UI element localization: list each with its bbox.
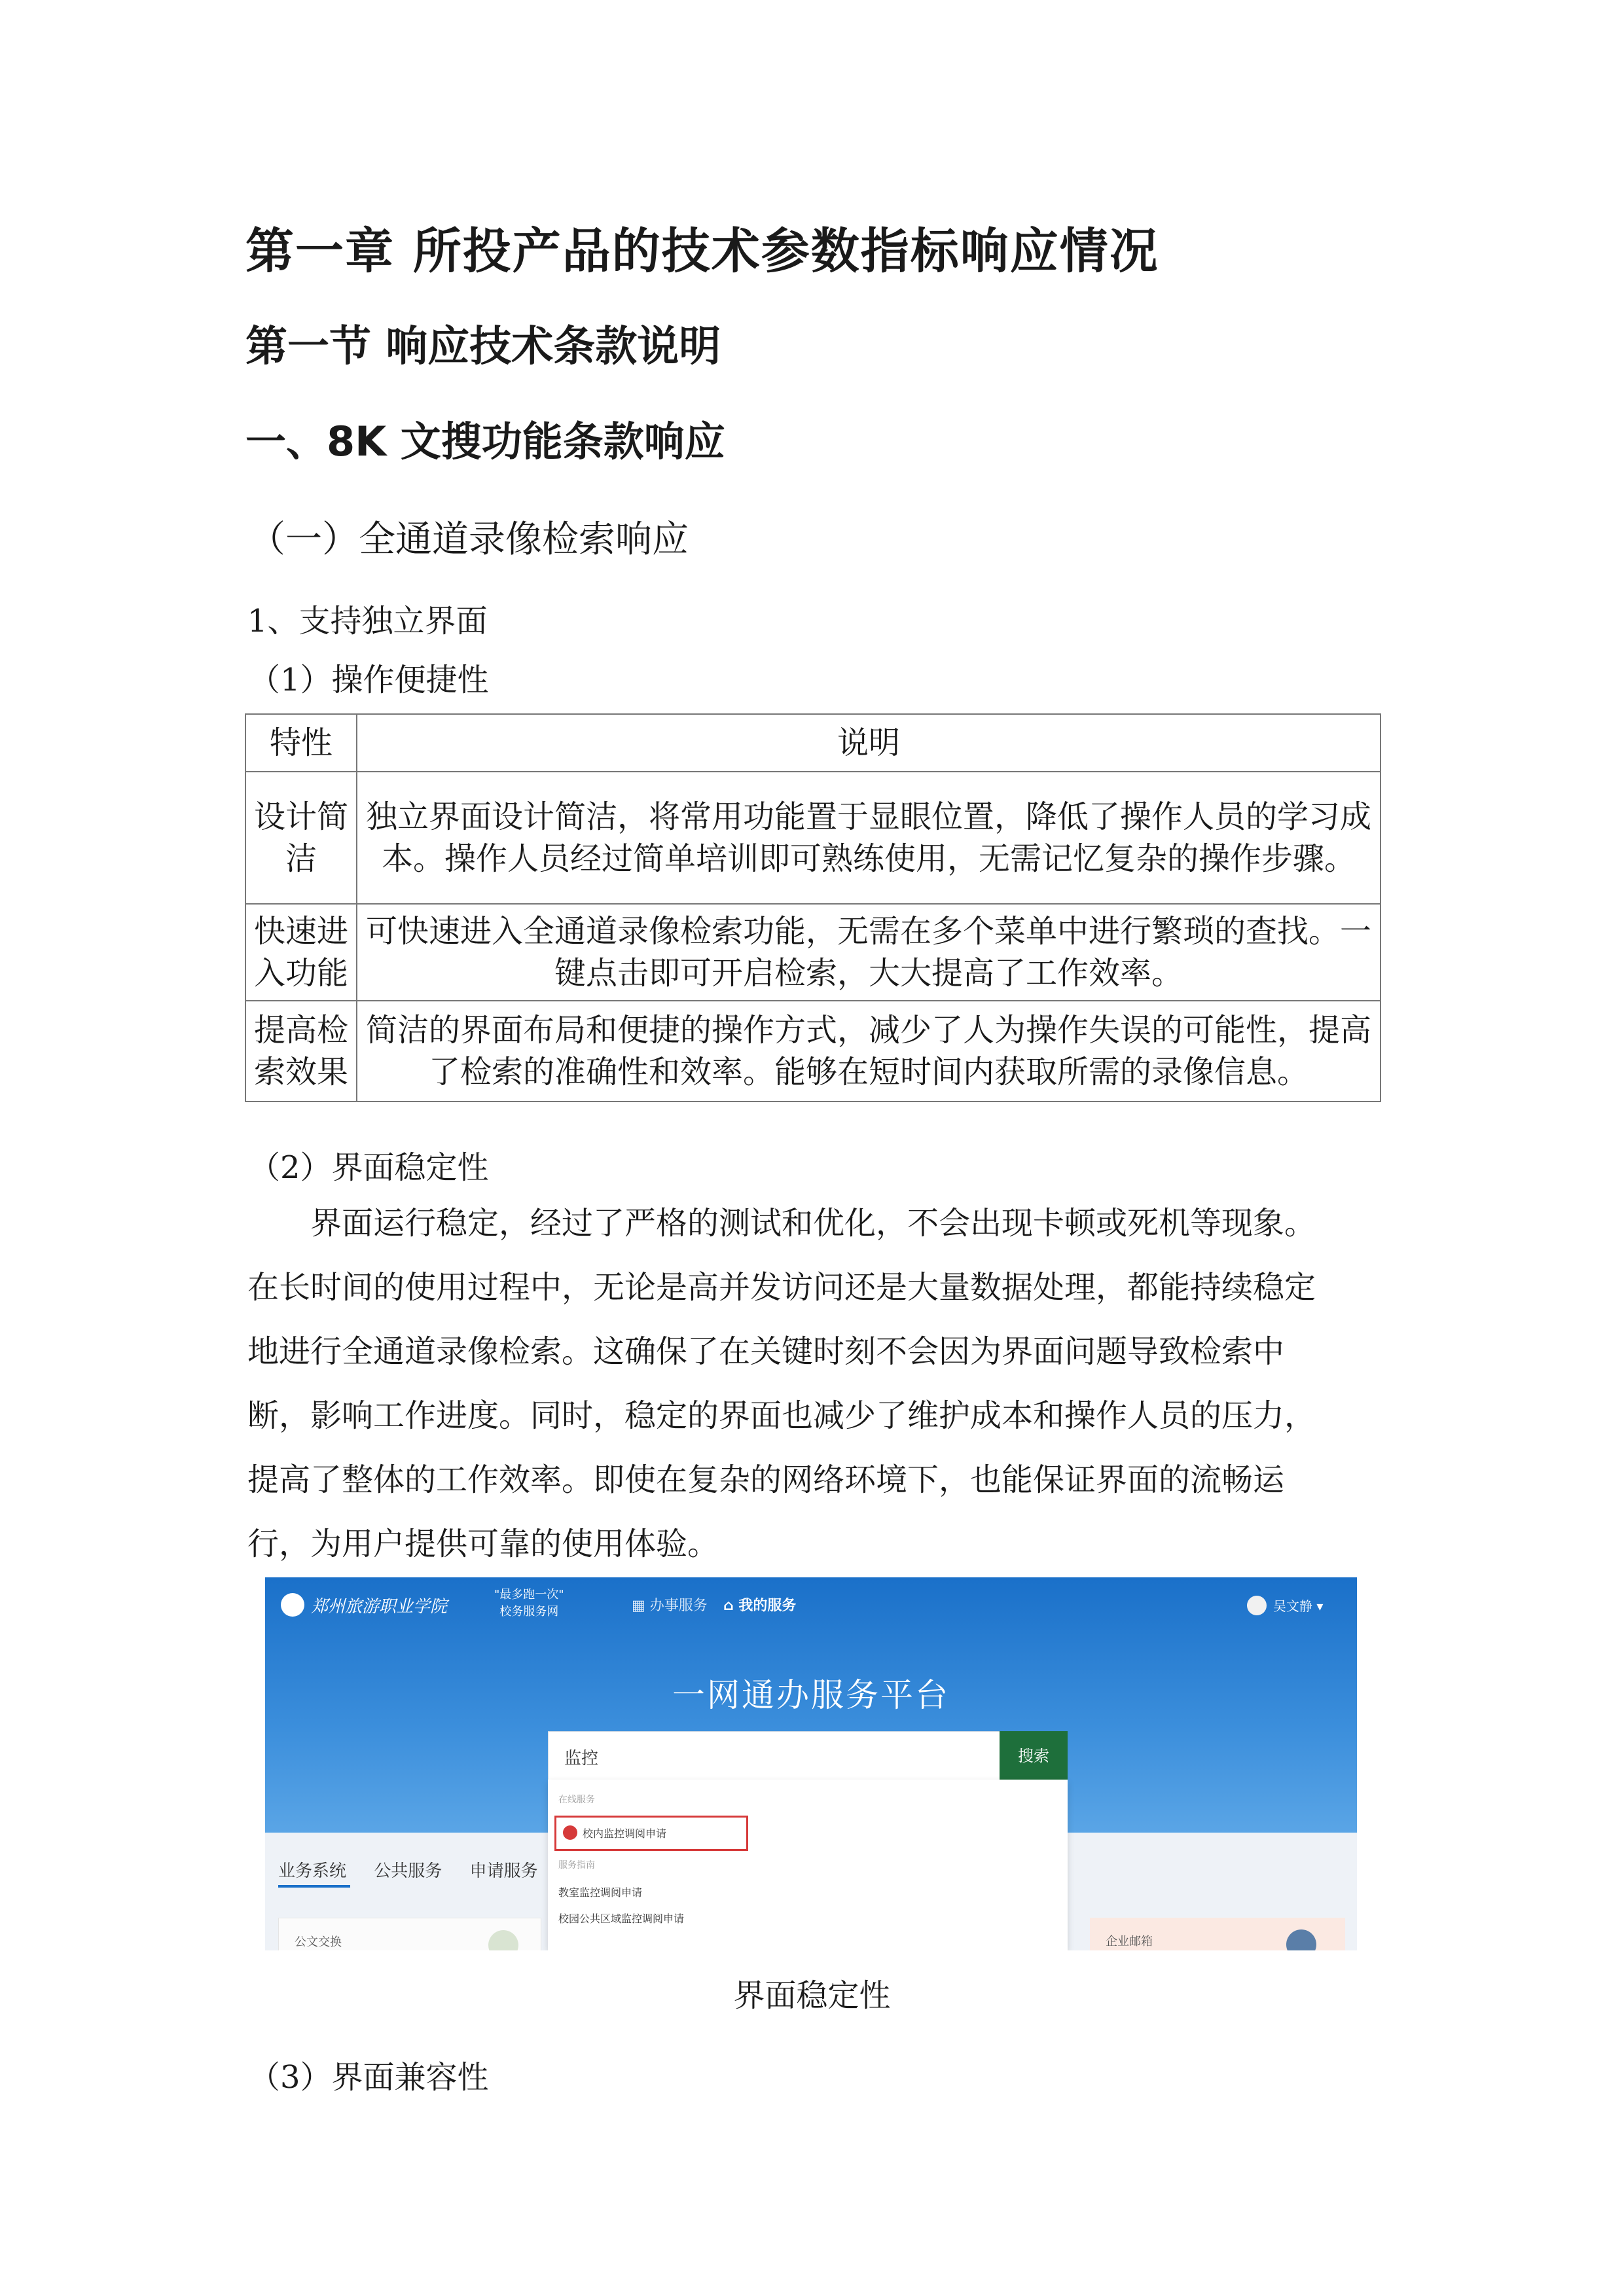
user-menu[interactable]: 吴文静 ▾ (1273, 1598, 1324, 1614)
card-right-label: 企业邮箱 (1106, 1935, 1153, 1948)
dd-guide-item-1[interactable]: 教室监控调阅申请 (558, 1886, 643, 1899)
figure-caption: 界面稳定性 (733, 1977, 891, 2014)
table-cell-desc: 简洁的界面布局和便捷的操作方式，减少了人为操作失误的可能性，提高了检索的准确性和效率。能够在短时间内获取所需的录像信息。 (357, 1001, 1380, 1102)
table-cell-feature: 提高检索效果 (245, 1001, 357, 1102)
table-row (245, 772, 1380, 904)
paragraph-line: 断，影响工作进度。同时，稳定的界面也减少了维护成本和操作人员的压力， (247, 1397, 1316, 1434)
paragraph-line: 行，为用户提供可靠的使用体验。 (247, 1526, 719, 1562)
mail-icon (1286, 1929, 1316, 1950)
paragraph-line: 提高了整体的工作效率。即使在复杂的网络环境下，也能保证界面的流畅运 (247, 1462, 1285, 1498)
subpart-heading: （一）全通道录像检索响应 (249, 518, 689, 561)
nav-slogan[interactable] (494, 1587, 564, 1621)
table-cell-desc: 可快速进入全通道录像检索功能，无需在多个菜单中进行繁琐的查找。一键点击即可开启检索，大大提高了工作效率。 (357, 904, 1380, 1001)
service-tabs (278, 1857, 560, 1882)
top-nav (265, 1577, 1357, 1630)
user-name: 吴文静 (1273, 1598, 1312, 1614)
nav-office[interactable]: ▦ 办事服务 (632, 1598, 708, 1614)
search-suggestions (548, 1780, 1068, 1950)
chapter-heading: 第一章 所投产品的技术参数指标响应情况 (245, 223, 1159, 279)
dd-highlight-label: 校内监控调阅申请 (583, 1827, 667, 1840)
slogan-line-1: "最多跑一次" (494, 1588, 564, 1602)
search-value: 监控 (564, 1749, 599, 1768)
paragraph-line: 在长时间的使用过程中，无论是高并发访问还是大量数据处理，都能持续稳定 (247, 1269, 1316, 1306)
tab-underline (278, 1885, 350, 1888)
document-icon (488, 1930, 518, 1950)
dd-guide-label: 服务指南 (558, 1860, 595, 1871)
school-logo-icon (281, 1593, 304, 1617)
table-row (245, 904, 1380, 1001)
school-name: 郑州旅游职业学院 (311, 1597, 448, 1617)
platform-title: 一网通办服务平台 (672, 1676, 950, 1714)
section-heading: 第一节 响应技术条款说明 (245, 323, 721, 371)
user-avatar-icon[interactable] (1247, 1596, 1267, 1615)
slogan-line-2: 校务服务网 (499, 1605, 559, 1619)
table-header-desc: 说明 (357, 714, 1380, 772)
sub-heading-3: （3）界面兼容性 (249, 2059, 489, 2096)
card-left-label: 公文交换 (295, 1935, 342, 1949)
table-cell-desc: 独立界面设计简洁，将常用功能置于显眼位置，降低了操作人员的学习成本。操作人员经过简单培训即可熟练使用，无需记忆复杂的操作步骤。 (357, 772, 1380, 904)
tab-business[interactable]: 业务系统 (278, 1861, 347, 1881)
table-cell-feature: 快速进入功能 (245, 904, 357, 1001)
body-paragraph (247, 1191, 1373, 1576)
platform-screenshot (265, 1577, 1357, 1950)
search-button[interactable]: 搜索 (1000, 1731, 1068, 1781)
nav-mine[interactable]: ⌂ 我的服务 (723, 1598, 797, 1614)
service-icon (563, 1825, 577, 1840)
paragraph-line: 地进行全通道录像检索。这确保了在关键时刻不会因为界面问题导致检索中 (247, 1333, 1285, 1370)
nav-mine-label: 我的服务 (738, 1598, 797, 1614)
table-header-feature: 特性 (245, 714, 357, 772)
dd-guide-item-2[interactable]: 校园公共区域监控调阅申请 (558, 1912, 685, 1925)
table-cell-feature: 设计简洁 (245, 772, 357, 904)
sub-heading-2: （2）界面稳定性 (249, 1149, 489, 1186)
item-1: 1、支持独立界面 (247, 603, 488, 639)
part-heading: 一、8K 文搜功能条款响应 (245, 418, 725, 465)
card-document-exchange[interactable] (278, 1918, 541, 1950)
sub-heading-1: （1）操作便捷性 (249, 662, 489, 698)
feature-table (245, 713, 1381, 1102)
nav-office-label: 办事服务 (649, 1598, 708, 1614)
card-enterprise-mail[interactable] (1090, 1918, 1345, 1950)
dd-highlight-item[interactable] (554, 1816, 748, 1851)
tab-apply[interactable]: 申请服务 (469, 1861, 538, 1881)
paragraph-line: 界面运行稳定，经过了严格的测试和优化，不会出现卡顿或死机等现象。 (310, 1205, 1316, 1242)
dd-online-label: 在线服务 (558, 1795, 595, 1805)
search-input[interactable] (548, 1731, 1001, 1781)
tab-public[interactable]: 公共服务 (374, 1861, 442, 1881)
table-row (245, 1001, 1380, 1102)
